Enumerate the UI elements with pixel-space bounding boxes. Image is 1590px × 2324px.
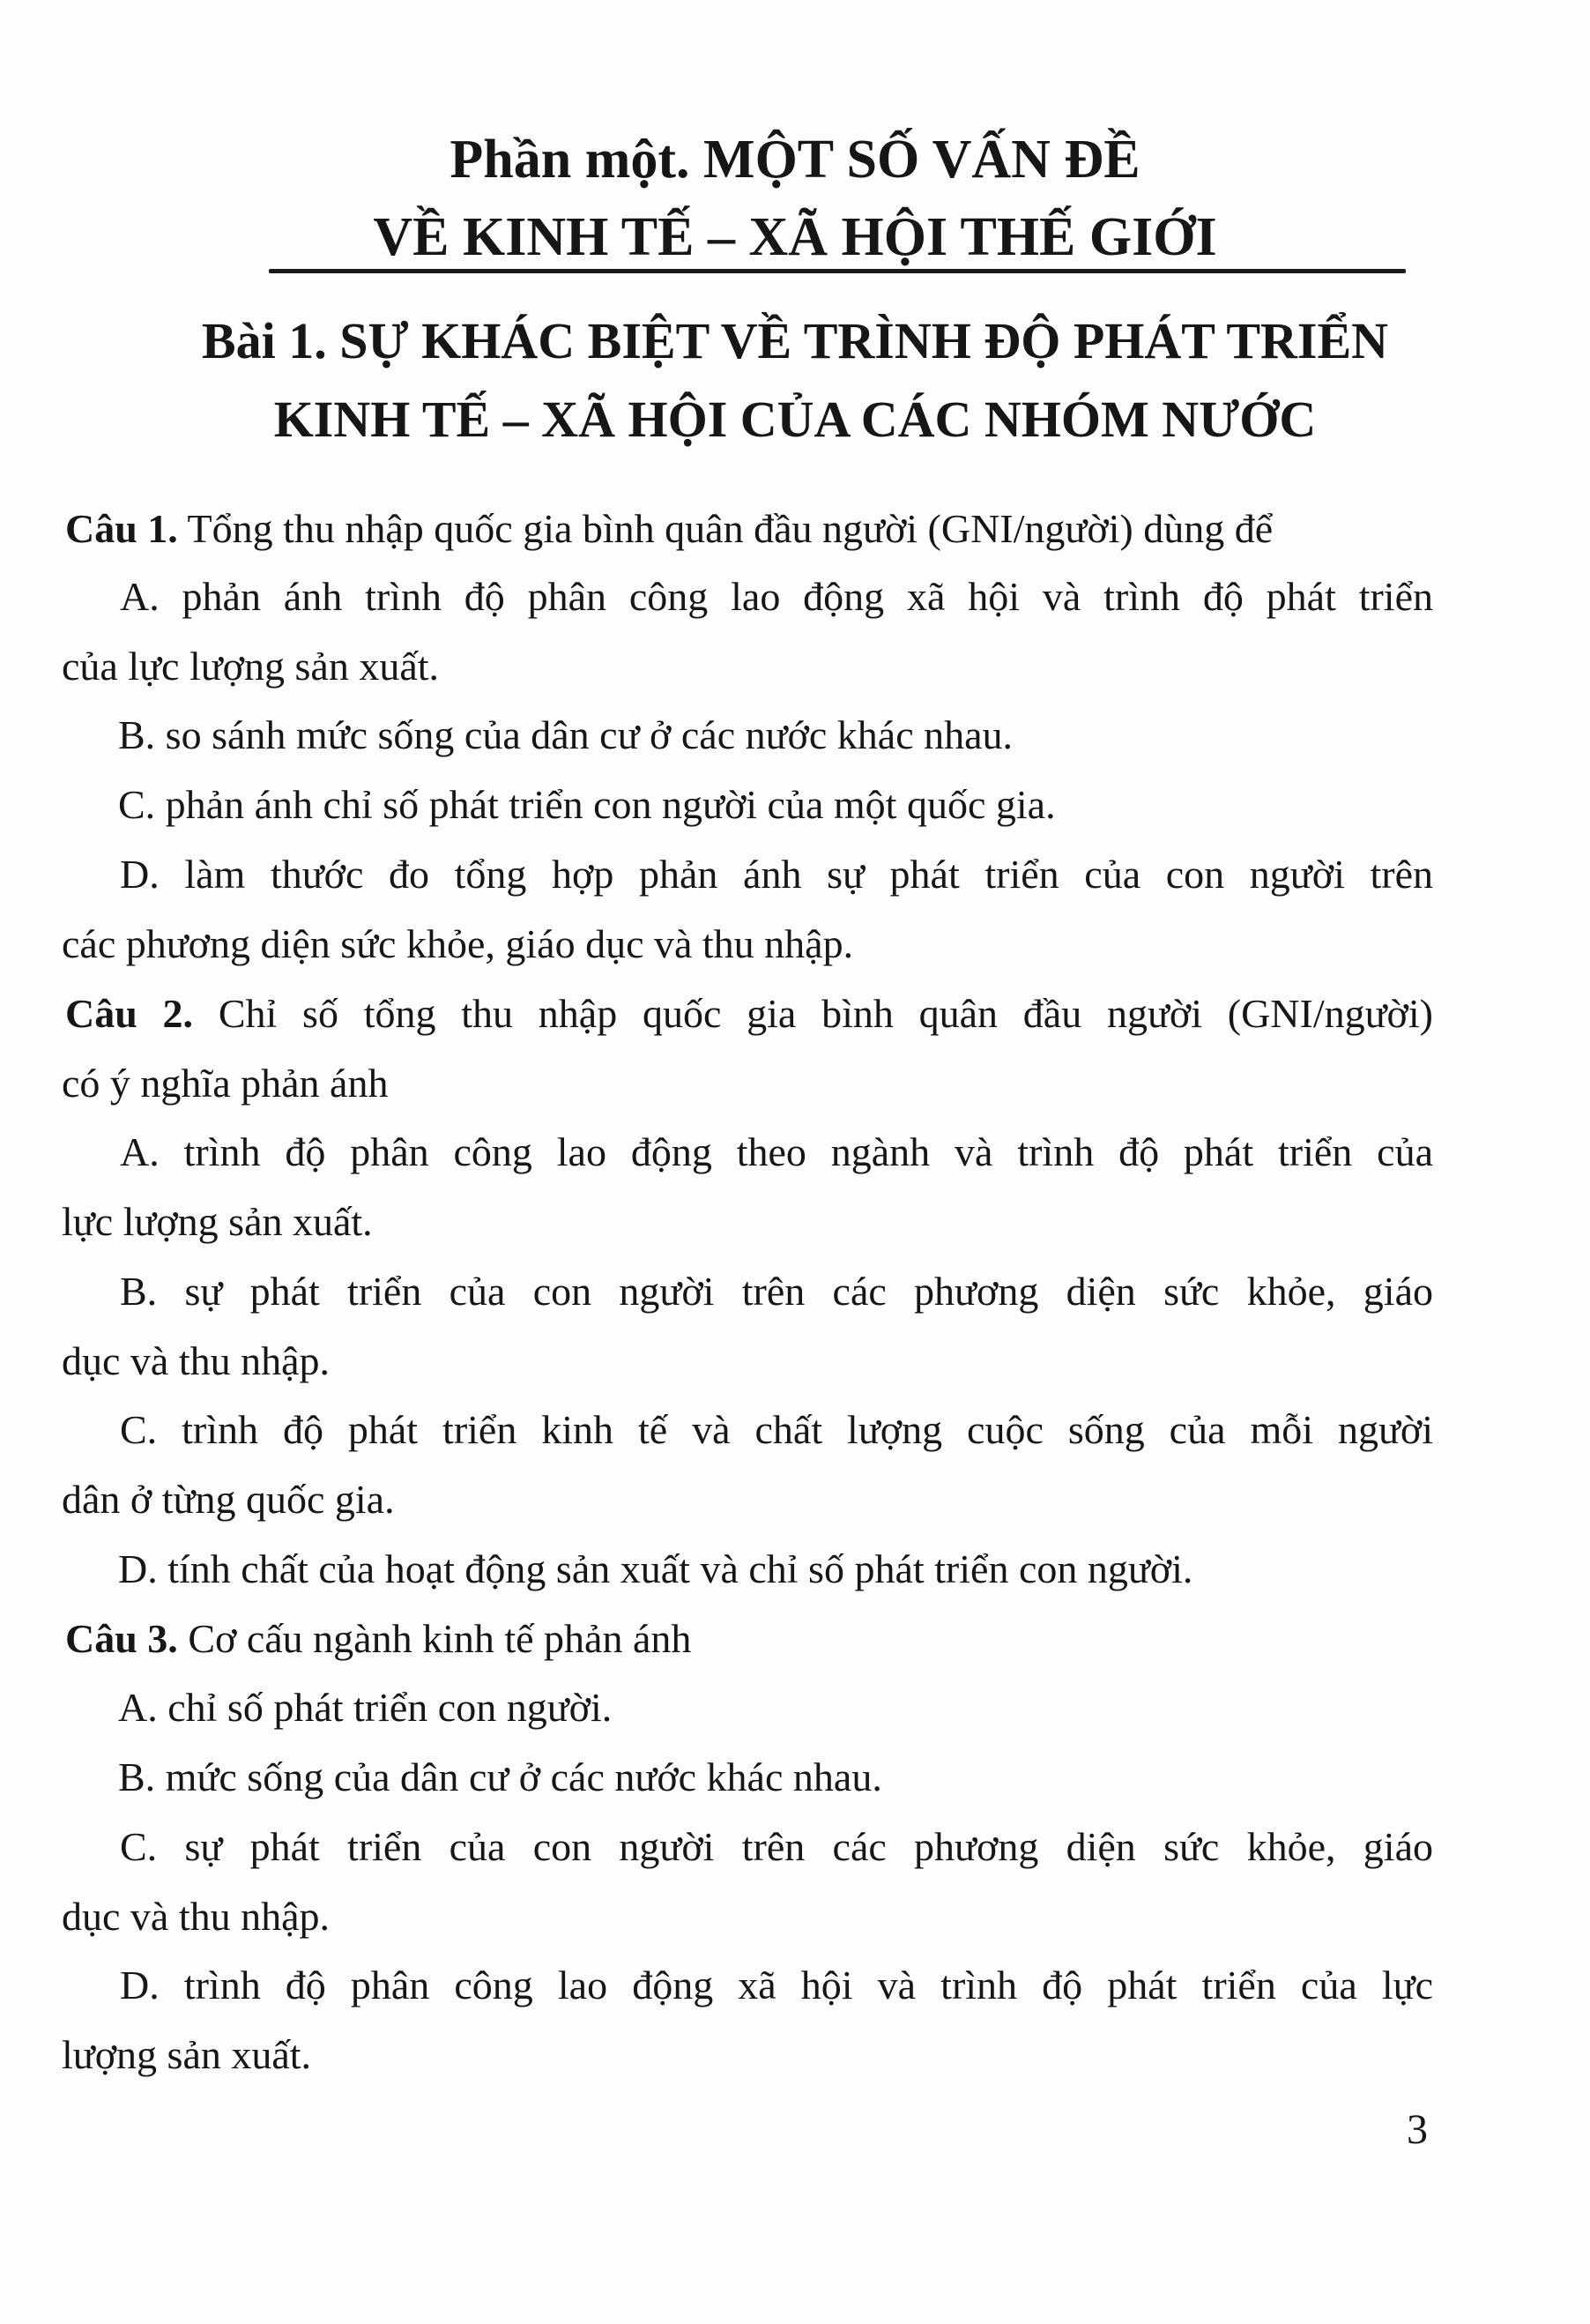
question-3-option-d-continued: lượng sản xuất. — [62, 2032, 312, 2077]
question-2-option-c: C. trình độ phát triển kinh tế và chất lượng cuộc sống của mỗi người — [120, 1407, 1433, 1452]
lesson-title-line-1: Bài 1. SỰ KHÁC BIỆT VỀ TRÌNH ĐỘ PHÁT TRIỂN — [201, 312, 1389, 369]
question-2-option-b: B. sự phát triển của con người trên các phương diện sức khỏe, giáo — [120, 1269, 1433, 1314]
question-3-option-c-continued: dục và thu nhập. — [62, 1894, 331, 1939]
question-3-option-d: D. trình độ phân công lao động xã hội và trình độ phát triển của lực — [120, 1963, 1433, 2007]
question-1-option-b: B. so sánh mức sống của dân cư ở các nước khác nhau. — [118, 712, 1014, 757]
question-3-option-c: C. sự phát triển của con người trên các phương diện sức khỏe, giáo — [120, 1824, 1433, 1869]
part-title-line-1: Phần một. MỘT SỐ VẤN ĐỀ — [450, 130, 1140, 190]
lesson-title-line-2: KINH TẾ – XÃ HỘI CỦA CÁC NHÓM NƯỚC — [273, 391, 1317, 448]
question-2-stem-continued: có ý nghĩa phản ánh — [62, 1061, 389, 1106]
question-label: Câu 2. — [65, 991, 194, 1036]
question-1-option-a: A. phản ánh trình độ phân công lao động xã hội và trình độ phát triển — [120, 574, 1433, 619]
question-1-option-d-continued: các phương diện sức khỏe, giáo dục và thu nhập. — [62, 921, 854, 966]
question-1-option-d: D. làm thước đo tổng hợp phản ánh sự phát triển của con người trên — [120, 852, 1433, 897]
question-3-option-b: B. mức sống của dân cư ở các nước khác nhau. — [118, 1754, 882, 1799]
question-2-option-b-continued: dục và thu nhập. — [62, 1338, 331, 1383]
page-number: 3 — [1407, 2106, 1428, 2153]
question-1-option-c: C. phản ánh chỉ số phát triển con người của một quốc gia. — [118, 782, 1056, 827]
question-2-stem — [65, 991, 1433, 1036]
question-1-stem — [65, 506, 1274, 551]
question-1-option-a-continued: của lực lượng sản xuất. — [62, 644, 440, 689]
question-2-option-c-continued: dân ở từng quốc gia. — [62, 1477, 395, 1522]
question-label: Câu 3. — [65, 1616, 178, 1661]
question-3-stem — [65, 1616, 692, 1661]
question-text: Cơ cấu ngành kinh tế phản ánh — [177, 1616, 692, 1661]
question-2-option-a: A. trình độ phân công lao động theo ngành và trình độ phát triển của — [120, 1129, 1433, 1174]
question-3-option-a: A. chỉ số phát triển con người. — [118, 1685, 613, 1730]
question-text: Tổng thu nhập quốc gia bình quân đầu người (GNI/người) dùng để — [177, 506, 1274, 551]
part-title-line-2: VỀ KINH TẾ – XÃ HỘI THẾ GIỚI — [373, 207, 1217, 267]
section-divider — [269, 269, 1406, 273]
question-label: Câu 1. — [65, 506, 178, 551]
question-2-option-a-continued: lực lượng sản xuất. — [62, 1199, 373, 1244]
question-text: Chỉ số tổng thu nhập quốc gia bình quân đầu người (GNI/người) — [193, 991, 1433, 1036]
question-2-option-d: D. tính chất của hoạt động sản xuất và chỉ số phát triển con người. — [118, 1546, 1193, 1591]
